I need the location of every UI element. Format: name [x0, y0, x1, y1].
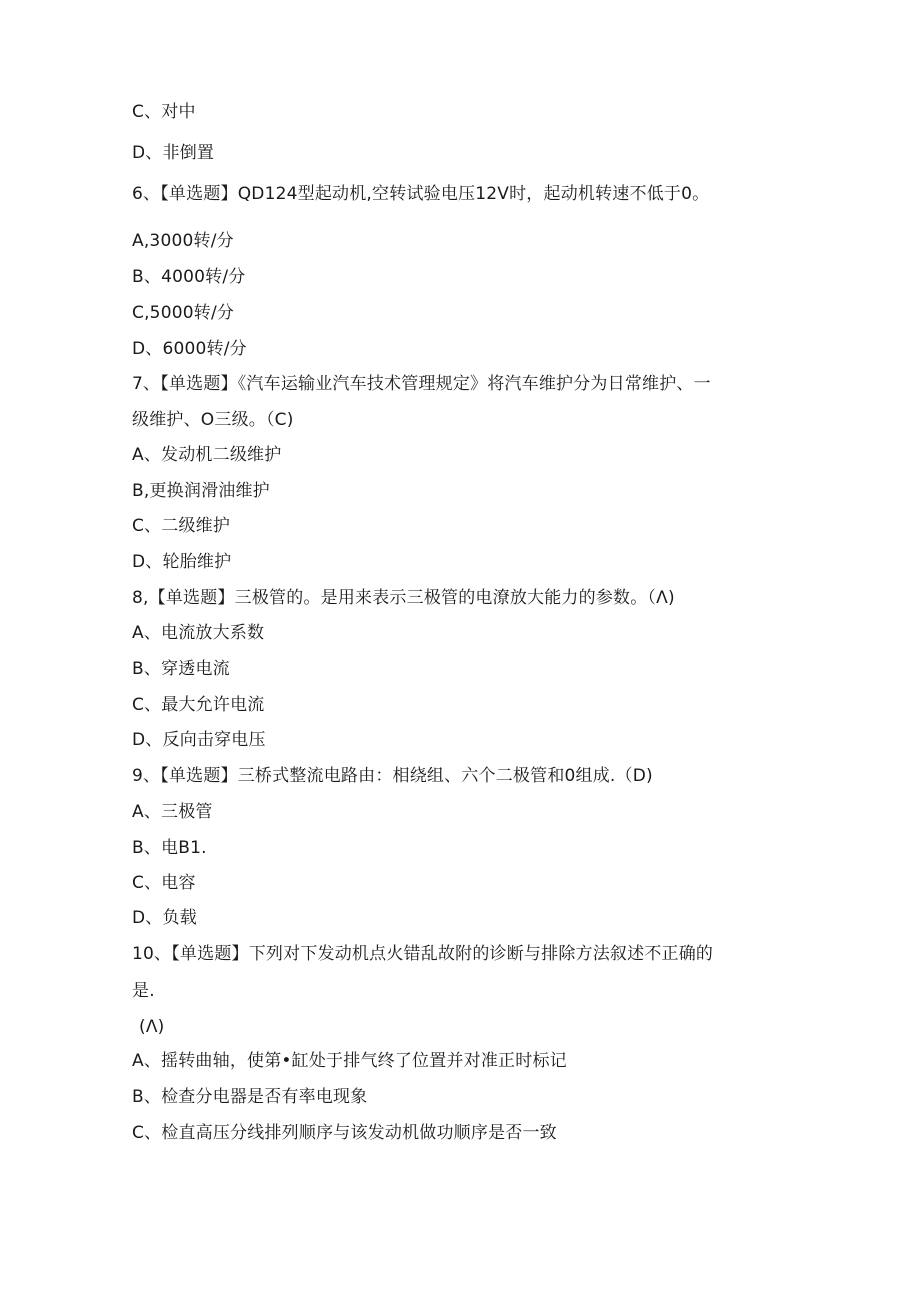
question-7-line-1: 7、【单选题】《汽车运输业汽车技术管理规定》将汽车维护分为日常维护、一	[132, 374, 711, 394]
option-d-q8: D、反向击穿电压	[132, 730, 266, 750]
option-a-q7: A、发动机二级维护	[132, 445, 282, 465]
option-c-q8: C、最大允许电流	[132, 695, 265, 715]
option-a-q9: A、三极管	[132, 802, 213, 822]
question-10-answer: (Λ)	[139, 1017, 165, 1037]
option-b-q10: B、检查分电器是否有率电现象	[132, 1087, 368, 1107]
option-c-q7: C、二级维护	[132, 516, 231, 536]
option-c-q10: C、检直高压分线排列顺序与该发动机做功顺序是否一致	[132, 1123, 557, 1143]
question-8: 8,【单选题】三极管的。是用来表示三极管的电潦放大能力的参数。（Λ)	[132, 588, 675, 608]
option-c-q9: C、电容	[132, 873, 196, 893]
option-b-q9: B、电B1.	[132, 838, 207, 858]
option-d-q7: D、轮胎维护	[132, 552, 232, 572]
option-c-q6: C,5000转/分	[132, 303, 235, 323]
option-b-q6: B、4000转/分	[132, 267, 246, 287]
option-d-q9: D、负载	[132, 908, 197, 928]
option-b-q8: B、穿透电流	[132, 659, 230, 679]
option-a-q10: A、摇转曲轴，使第•缸处于排气终了位置并对准正时标记	[132, 1051, 567, 1071]
option-a-q6: A,3000转/分	[132, 231, 234, 251]
option-d-q5: D、非倒置	[132, 143, 215, 163]
option-c-q5: C、对中	[132, 102, 196, 122]
question-7-line-2: 级维护、O三级。（C)	[132, 410, 294, 430]
question-10-line-2: 是.	[132, 981, 155, 1001]
question-6: 6、【单选题】QD124型起动机,空转试验电压12V时，起动机转速不低于0。	[132, 184, 710, 204]
question-9: 9、【单选题】三桥式整流电路由：相绕组、六个二极管和0组成.（D)	[132, 766, 653, 786]
question-10-line-1: 10、【单选题】下列对下发动机点火错乱故附的诊断与排除方法叙述不正确的	[132, 944, 714, 964]
option-a-q8: A、电流放大系数	[132, 623, 265, 643]
option-d-q6: D、6000转/分	[132, 339, 247, 359]
option-b-q7: B,更换润滑油维护	[132, 481, 270, 501]
